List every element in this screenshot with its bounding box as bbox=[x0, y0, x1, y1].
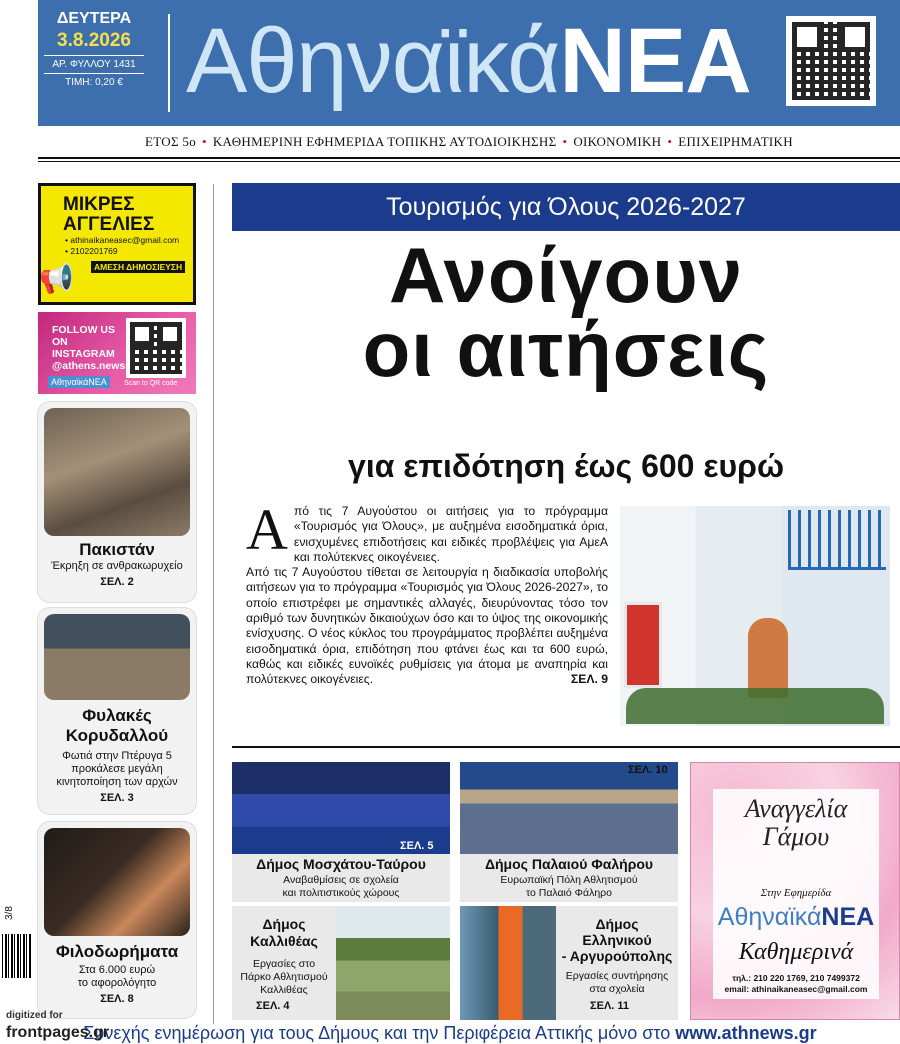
wedding-logo: ΑθηναϊκάΝΕΑ bbox=[717, 903, 875, 931]
issue-number: ΑΡ. ΦΥΛΛΟΥ 1431 bbox=[52, 59, 136, 70]
wedding-intro: Στην Εφημερίδα bbox=[760, 887, 832, 899]
story-desc: Ευρωπαϊκή Πόλη Αθλητισμού το Παλαιό Φάληρο bbox=[500, 874, 638, 899]
story-title: Δήμος Καλλιθέας bbox=[250, 916, 318, 949]
side-story-pakistan[interactable] bbox=[38, 402, 196, 602]
watermark-line2: frontpages.gr bbox=[6, 1024, 110, 1041]
column-divider bbox=[213, 184, 214, 1024]
side-issue-date: 3/8 bbox=[4, 906, 15, 920]
divider bbox=[232, 746, 900, 748]
tagline: ΕΤΟΣ 5ο • ΚΑΘΗΜΕΡΙΝΗ ΕΦΗΜΕΡΙΔΑ ΤΟΠΙΚΗΣ ΑΥΤΟΔΙΟΙΚΗΣΗΣ • ΟΙΚΟΝΟΜΙΚΗ • ΕΠΙΧΕΙΡΗΜΑΤΙΚΗ bbox=[145, 134, 793, 149]
wedding-ad[interactable] bbox=[690, 762, 900, 1020]
scan-label: Scan to QR code bbox=[124, 380, 178, 387]
date-box bbox=[38, 8, 150, 118]
newspaper-logo: ΑθηναϊκάΝΕΑ bbox=[186, 10, 751, 112]
story-title: Πακιστάν bbox=[79, 540, 155, 559]
price: ΤΙΜΗ: 0,20 € bbox=[65, 77, 123, 88]
divider bbox=[38, 161, 900, 162]
instagram-text: FOLLOW US ON INSTAGRAM @athens.news bbox=[52, 324, 126, 372]
story-desc: Εργασίες στο Πάρκο Αθλητισμού Καλλιθέας bbox=[240, 958, 328, 996]
page-ref: ΣΕΛ. 4 bbox=[256, 1000, 290, 1012]
story-photo bbox=[44, 828, 190, 936]
footer-banner: Συνεχής ενημέρωση για τους Δήμους και την Περιφέρεια Αττικής μόνο στο www.athnews.gr bbox=[83, 1023, 817, 1043]
lead-para-2: Από τις 7 Αυγούστου τίθεται σε λειτουργία η διαδικασία υποβολής αιτήσεων για το πρόγραμμα «Τουρισμός για Όλους 2026-2027», το οποίο επιστρέφει με σημαντικές αλλαγές, διευρύνοντας τόσο τον αριθμό των δυνητικών δικαιούχων όσο και το ύψος της οικονομικής ενίσχυσης. Ο νέος κύκλος του προγράμματος προβλέπει αυξημένα εισοδηματικά όρια, επιδότηση που φτάνει έως και τα 600 ευρώ, καθώς και ειδικές ευνοϊκές ρυθμίσεις για άτομα με αναπηρία και πολύτεκνες οικογένειες. bbox=[246, 565, 608, 687]
story-photo bbox=[44, 614, 190, 700]
story-desc: Αναβαθμίσεις σε σχολεία και πολιτιστικούς χώρους bbox=[282, 874, 400, 899]
footer-link[interactable]: www.athnews.gr bbox=[675, 1023, 817, 1043]
divider bbox=[38, 157, 900, 159]
page-ref: ΣΕΛ. 9 bbox=[570, 672, 608, 687]
story-desc: Έκρηξη σε ανθρακωρυχείο bbox=[51, 560, 183, 572]
classifieds-title: ΜΙΚΡΕΣ ΑΓΓΕΛΙΕΣ bbox=[63, 194, 155, 235]
story-photo bbox=[336, 906, 450, 1020]
lead-headline[interactable]: Ανοίγουν οι αιτήσεις bbox=[362, 231, 770, 393]
classifieds-phone: • 2102201769 bbox=[65, 246, 118, 256]
story-title: Φιλοδωρήματα bbox=[55, 942, 179, 961]
day-name: ΔΕΥΤΕΡΑ bbox=[56, 10, 132, 27]
story-photo bbox=[44, 408, 190, 536]
story-title: Δήμος Ελληνικού - Αργυρούπολης bbox=[561, 916, 673, 964]
barcode-icon bbox=[2, 934, 32, 978]
page-ref: ΣΕΛ. 3 bbox=[100, 792, 134, 804]
page-ref: ΣΕΛ. 10 bbox=[628, 764, 668, 776]
megaphone-icon: 📢 bbox=[39, 263, 74, 294]
story-moschato[interactable] bbox=[232, 762, 450, 902]
side-story-korydallos[interactable] bbox=[38, 608, 196, 814]
story-palaio-faliro[interactable] bbox=[460, 762, 678, 902]
qr-code-icon[interactable] bbox=[786, 16, 876, 106]
side-story-tips[interactable] bbox=[38, 822, 196, 1018]
classifieds-ad[interactable] bbox=[38, 183, 196, 305]
story-elliniko[interactable] bbox=[460, 906, 678, 1020]
drop-cap: Α bbox=[246, 497, 288, 562]
lead-photo bbox=[620, 506, 890, 726]
classifieds-badge: ΑΜΕΣΗ ΔΗΜΟΣΙΕΥΣΗ bbox=[91, 261, 185, 273]
lead-para-1: πό τις 7 Αυγούστου οι αιτήσεις για το πρόγραμμα «Τουρισμός για Όλους», με αυξημένα εισοδηματικά όρια, ενισχυμένες επιδοτήσεις και ειδικές προβλέψεις για ΑμεΑ και πολύτεκνες οικογένειες. bbox=[293, 504, 608, 564]
masthead-divider bbox=[168, 14, 170, 112]
page-ref: ΣΕΛ. 11 bbox=[590, 1000, 630, 1012]
story-title: Φυλακές Κορυδαλλού bbox=[65, 706, 169, 745]
story-desc: Φωτιά στην Πτέρυγα 5 προκάλεσε μεγάλη κινητοποίηση των αρχών bbox=[56, 750, 178, 788]
story-desc: Εργασίες συντήρησης στα σχολεία bbox=[565, 970, 669, 995]
lead-subhead: για επιδότηση έως 600 ευρώ bbox=[348, 448, 784, 484]
story-desc: Στα 6.000 ευρώ το αφορολόγητο bbox=[77, 964, 157, 989]
story-title: Δήμος Παλαιού Φαλήρου bbox=[484, 856, 654, 872]
story-kallithea[interactable] bbox=[232, 906, 450, 1020]
wedding-title: Αναγγελία Γάμου bbox=[744, 794, 848, 851]
watermark-line1: digitized for bbox=[6, 1010, 63, 1021]
issue-date: 3.8.2026 bbox=[57, 30, 131, 51]
page-ref: ΣΕΛ. 2 bbox=[100, 576, 134, 588]
qr-code-icon[interactable] bbox=[126, 318, 186, 378]
wedding-contact: τηλ.: 210 220 1769, 210 7499372 email: athinaikaneasec@gmail.com bbox=[724, 973, 868, 994]
page-ref: ΣΕΛ. 8 bbox=[100, 993, 134, 1005]
page-ref: ΣΕΛ. 5 bbox=[400, 840, 434, 852]
instagram-logo: ΑθηναϊκάΝΕΑ bbox=[48, 376, 110, 388]
lead-body bbox=[246, 497, 608, 688]
instagram-ad[interactable] bbox=[38, 312, 196, 394]
story-title: Δήμος Μοσχάτου-Ταύρου bbox=[256, 856, 426, 872]
classifieds-email: • athinaikaneasec@gmail.com bbox=[65, 235, 180, 245]
lead-kicker: Τουρισμός για Όλους 2026-2027 bbox=[232, 183, 900, 231]
story-photo bbox=[460, 906, 556, 1020]
wedding-daily: Καθημερινά bbox=[738, 939, 854, 965]
